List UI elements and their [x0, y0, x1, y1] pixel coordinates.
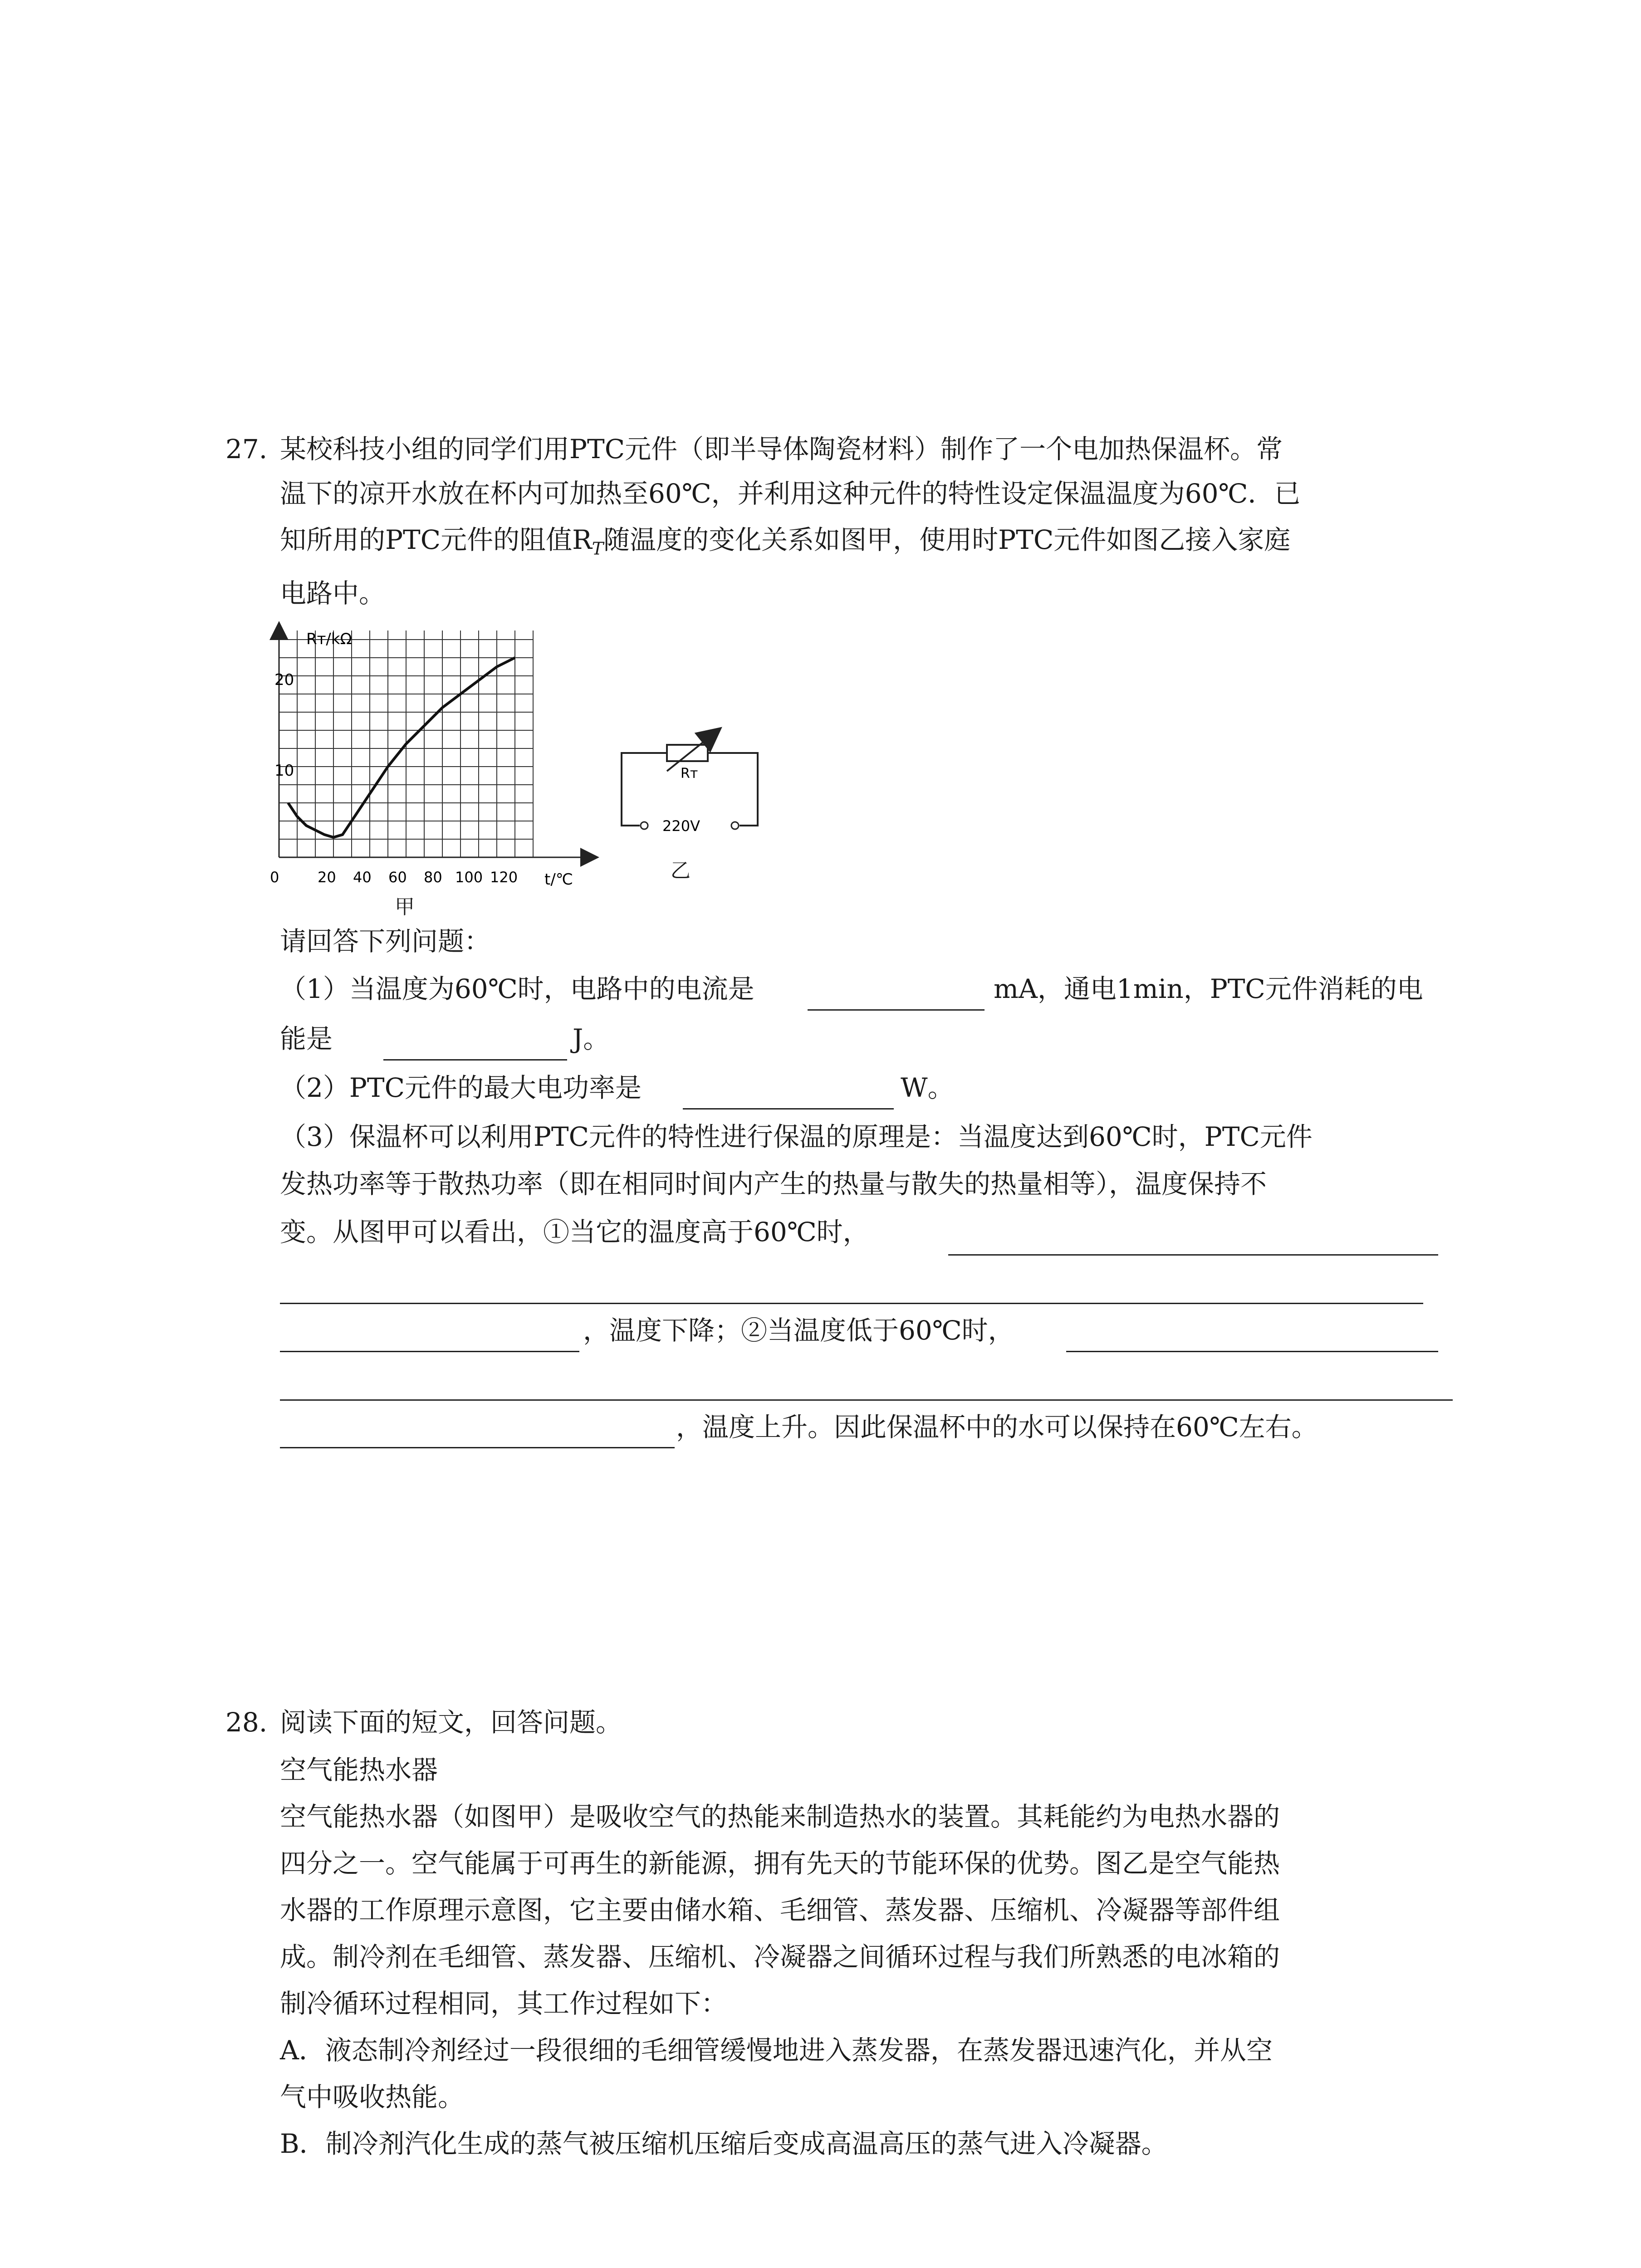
q28-article-title: 空气能热水器 [280, 1755, 438, 1785]
q27-part1b-text: 能是 [280, 1023, 333, 1054]
x-tick-20: 20 [318, 869, 336, 886]
q27-part3-line-2: 发热功率等于散热功率（即在相同时间内产生的热量与散失的热量相等），温度保持不 [280, 1168, 1267, 1199]
q28-line-10: B．制冷剂汽化生成的蒸气被压缩机压缩后变成高温高压的蒸气进入冷凝器。 [280, 2128, 1168, 2159]
ptc-resistor-symbol [667, 745, 708, 761]
q27-stem-line-4: 电路中。 [280, 578, 386, 609]
answer-blank-3a-3[interactable] [280, 1351, 579, 1352]
answer-blank-3b-1[interactable] [1066, 1351, 1438, 1352]
q27-stem-line-3b: 随温度的变化关系如图甲，使用时PTC元件如图乙接入家庭 [603, 524, 1291, 555]
question-27-number: 27. [225, 434, 268, 464]
y-tick-20: 20 [274, 671, 294, 689]
resistor-label: Rᴛ [681, 766, 698, 782]
answer-blank-max-power[interactable] [683, 1108, 894, 1110]
voltage-label: 220V [662, 817, 700, 835]
y-axis-label: Rᴛ/kΩ [306, 630, 352, 648]
x-tick-60: 60 [388, 869, 407, 886]
answer-blank-current[interactable] [808, 1009, 985, 1011]
q27-stem-line-3 [280, 522, 1290, 567]
x-tick-80: 80 [424, 869, 442, 886]
q27-part2-unit: W。 [901, 1072, 954, 1103]
answer-blank-3b-2[interactable] [280, 1399, 1453, 1401]
q28-line-6: 成。制冷剂在毛细管、蒸发器、压缩机、冷凝器之间循环过程与我们所熟悉的电冰箱的 [280, 1941, 1280, 1972]
q27-part1-unit: mA，通电1min，PTC元件消耗的电 [994, 973, 1423, 1004]
q27-part3-line-5: ，温度下降；②当温度低于60℃时， [583, 1315, 1014, 1346]
x-tick-40: 40 [353, 869, 372, 886]
x-axis-label: t/℃ [544, 870, 573, 889]
q28-line-5: 水器的工作原理示意图，它主要由储水箱、毛细管、蒸发器、压缩机、冷凝器等部件组 [280, 1895, 1280, 1926]
q27-part3-line-3: 变。从图甲可以看出，①当它的温度高于60℃时， [280, 1217, 869, 1247]
q27-part1-text: （1）当温度为60℃时，电路中的电流是 [280, 973, 754, 1004]
terminal-right [731, 822, 739, 829]
q28-line-1: 阅读下面的短文，回答问题。 [280, 1707, 622, 1738]
rt-subscript: T [592, 538, 604, 559]
x-tick-0: 0 [270, 869, 279, 886]
q27-part3-line-1: （3）保温杯可以利用PTC元件的特性进行保温的原理是：当温度达到60℃时，PTC元件 [280, 1121, 1313, 1152]
q27-stem-line-1: 某校科技小组的同学们用PTC元件（即半导体陶瓷材料）制作了一个电加热保温杯。常 [280, 434, 1283, 464]
q28-line-9: 气中吸收热能。 [280, 2082, 465, 2112]
q27-stem-line-3a: 知所用的PTC元件的阻值R [280, 524, 592, 555]
y-tick-10: 10 [274, 762, 294, 780]
answer-blank-3a-1[interactable] [948, 1254, 1438, 1256]
answer-blank-3b-3[interactable] [280, 1447, 675, 1448]
x-tick-120: 120 [490, 869, 518, 886]
q28-line-7: 制冷循环过程相同，其工作过程如下： [280, 1988, 728, 2019]
figure-jia-caption: 甲 [395, 895, 415, 919]
figure-yi-circuit [612, 730, 776, 848]
figure-jia-graph [272, 621, 617, 903]
q28-line-3: 空气能热水器（如图甲）是吸收空气的热能来制造热水的装置。其耗能约为电热水器的 [280, 1801, 1280, 1832]
q27-part2-text: （2）PTC元件的最大电功率是 [280, 1072, 642, 1103]
q27-prompt: 请回答下列问题： [280, 926, 491, 957]
figure-yi-caption: 乙 [671, 859, 691, 882]
q27-part1b-unit: J。 [573, 1023, 610, 1054]
q28-line-4: 四分之一。空气能属于可再生的新能源，拥有先天的节能环保的优势。图乙是空气能热 [280, 1848, 1280, 1879]
q27-part3-line-7: ，温度上升。因此保温杯中的水可以保持在60℃左右。 [676, 1412, 1318, 1442]
circuit-wire [622, 753, 758, 826]
x-tick-100: 100 [455, 869, 483, 886]
terminal-left [641, 822, 648, 829]
rt-curve [288, 658, 515, 837]
q28-line-8: A．液态制冷剂经过一段很细的毛细管缓慢地进入蒸发器，在蒸发器迅速汽化，并从空 [280, 2035, 1273, 2066]
answer-blank-energy[interactable] [383, 1059, 567, 1061]
answer-blank-3a-2[interactable] [280, 1303, 1423, 1304]
question-28-number: 28. [225, 1707, 268, 1738]
q27-stem-line-2: 温下的凉开水放在杯内可加热至60℃，并利用这种元件的特性设定保温温度为60℃．已 [280, 478, 1301, 509]
